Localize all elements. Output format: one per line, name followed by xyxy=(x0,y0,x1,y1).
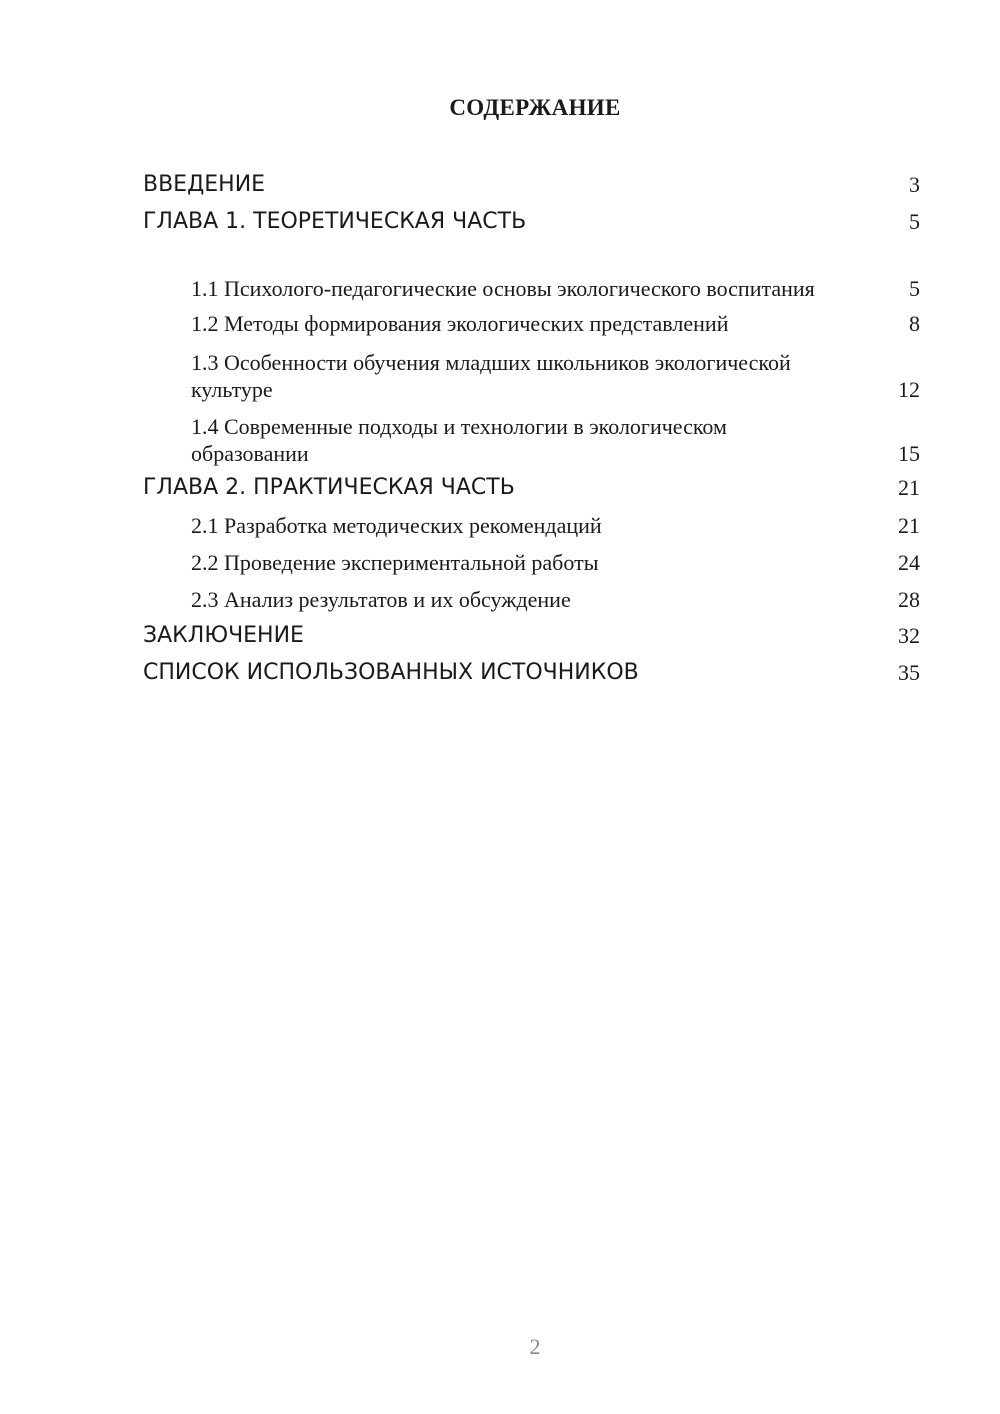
toc-entry-label: ВВЕДЕНИЕ xyxy=(143,172,266,197)
toc-entry-chapter-1[interactable] xyxy=(143,205,920,242)
toc-entry-introduction[interactable] xyxy=(143,168,920,205)
toc-entry-label: 1.3 Особенности обучения младших школьников экологической культуре xyxy=(191,350,791,402)
toc-entry-chapter-2[interactable] xyxy=(143,471,920,508)
toc-entry-page: 35 xyxy=(898,660,920,685)
table-of-contents xyxy=(143,168,920,693)
toc-entry-section-1-3[interactable] xyxy=(143,343,920,407)
toc-entry-page: 5 xyxy=(909,209,920,234)
toc-entry-section-2-3[interactable] xyxy=(143,582,920,619)
toc-entry-section-1-4[interactable] xyxy=(143,407,920,471)
toc-entry-label: 2.2 Проведение экспериментальной работы xyxy=(191,550,599,575)
toc-entry-label: СПИСОК ИСПОЛЬЗОВАННЫХ ИСТОЧНИКОВ xyxy=(143,660,639,685)
page-number: 2 xyxy=(529,1334,541,1359)
toc-entry-section-1-1[interactable] xyxy=(143,242,920,306)
toc-entry-label: ГЛАВА 1. ТЕОРЕТИЧЕСКАЯ ЧАСТЬ xyxy=(143,209,527,234)
toc-entry-references[interactable] xyxy=(143,656,920,693)
toc-entry-page: 32 xyxy=(898,623,920,648)
toc-entry-page: 24 xyxy=(898,550,920,575)
toc-entry-page: 12 xyxy=(898,377,920,402)
toc-entry-page: 3 xyxy=(909,172,920,197)
toc-entry-section-1-2[interactable] xyxy=(143,306,920,343)
toc-entry-label: 2.3 Анализ результатов и их обсуждение xyxy=(191,587,571,612)
toc-entry-label: 1.2 Методы формирования экологических представлений xyxy=(191,311,729,336)
toc-entry-label: 1.1 Психолого-педагогические основы экологического воспитания xyxy=(191,276,815,301)
toc-entry-section-2-2[interactable] xyxy=(143,545,920,582)
toc-entry-page: 21 xyxy=(898,513,920,538)
toc-entry-label: 1.4 Современные подходы и технологии в экологическом образовании xyxy=(191,414,727,466)
toc-entry-page: 21 xyxy=(898,475,920,500)
toc-entry-page: 15 xyxy=(898,441,920,466)
toc-entry-page: 5 xyxy=(909,276,920,301)
toc-entry-conclusion[interactable] xyxy=(143,619,920,656)
toc-entry-page: 28 xyxy=(898,587,920,612)
toc-entry-page: 8 xyxy=(909,311,920,336)
toc-entry-label: 2.1 Разработка методических рекомендаций xyxy=(191,513,602,538)
toc-entry-label: ЗАКЛЮЧЕНИЕ xyxy=(143,623,304,648)
page-title: СОДЕРЖАНИЕ xyxy=(449,95,621,120)
toc-entry-label: ГЛАВА 2. ПРАКТИЧЕСКАЯ ЧАСТЬ xyxy=(143,475,515,500)
toc-entry-section-2-1[interactable] xyxy=(143,508,920,545)
